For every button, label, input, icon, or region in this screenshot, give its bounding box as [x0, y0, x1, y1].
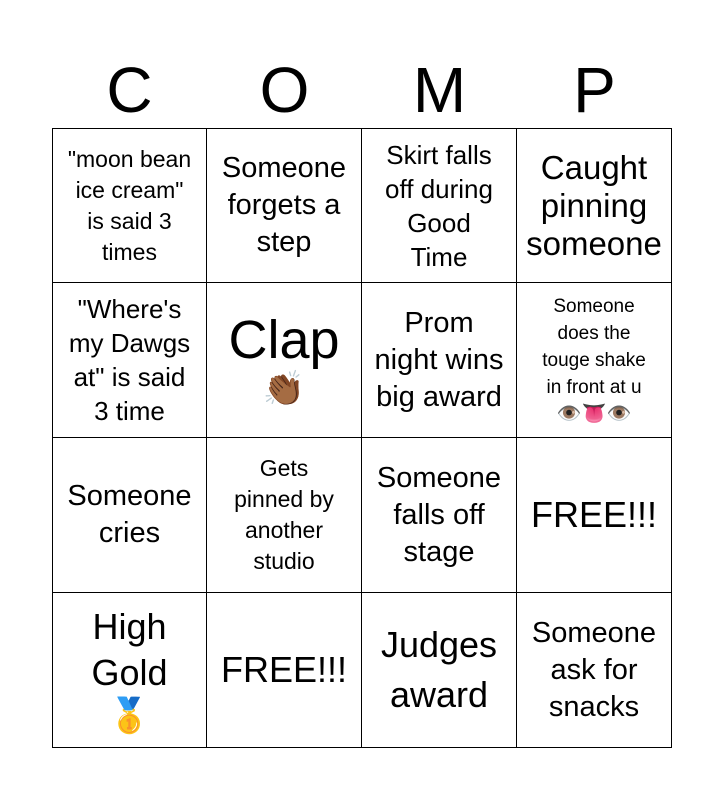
bingo-cell[interactable]	[207, 128, 362, 283]
header-letter-c: C	[106, 54, 153, 126]
bingo-cell[interactable]	[207, 593, 362, 748]
cell-text: Judges award	[380, 624, 498, 715]
bingo-cell[interactable]	[517, 438, 672, 593]
bingo-cell[interactable]	[362, 128, 517, 283]
cell-text: Clap	[228, 310, 340, 370]
bingo-cell[interactable]	[517, 128, 672, 283]
cell-text: FREE!!!	[220, 649, 348, 690]
cell-text: Prom night wins big award	[374, 306, 504, 413]
bingo-cell[interactable]	[362, 593, 517, 748]
cell-text: Skirt falls off during Good Time	[385, 139, 493, 272]
bingo-cell[interactable]	[52, 438, 207, 593]
header-letter-o: O	[259, 54, 310, 126]
bingo-cell[interactable]	[52, 283, 207, 438]
cell-text: Caught pinning someone	[526, 148, 662, 262]
eyes-tongue-icon: 👁️👅👁️	[556, 403, 632, 425]
bingo-cell[interactable]	[362, 438, 517, 593]
clapping-hands-icon: 👏🏾	[262, 370, 306, 408]
cell-text: FREE!!!	[530, 494, 658, 535]
bingo-cell[interactable]	[517, 593, 672, 748]
bingo-grid	[52, 128, 672, 748]
cell-text: Someone does the touge shake in front at u	[542, 296, 646, 398]
cell-text: Someone forgets a step	[221, 152, 347, 258]
bingo-cell[interactable]	[207, 438, 362, 593]
gold-medal-icon: 🥇	[108, 697, 151, 735]
cell-text: "Where's my Dawgs at" is said 3 time	[68, 294, 191, 426]
bingo-cell[interactable]	[362, 283, 517, 438]
bingo-cell[interactable]	[52, 593, 207, 748]
cell-text: Someone falls off stage	[376, 461, 502, 568]
bingo-cell[interactable]	[207, 283, 362, 438]
cell-text: Someone ask for snacks	[531, 616, 657, 723]
cell-text: Gets pinned by another studio	[234, 455, 334, 574]
cell-text: Someone cries	[67, 480, 192, 549]
bingo-cell[interactable]	[52, 128, 207, 283]
cell-text: "moon bean ice cream" is said 3 times	[67, 145, 192, 265]
bingo-header	[52, 52, 672, 128]
bingo-cell[interactable]	[517, 283, 672, 438]
cell-text: High Gold	[91, 606, 168, 693]
header-letter-p: P	[573, 54, 616, 126]
header-letter-m: M	[412, 54, 467, 126]
